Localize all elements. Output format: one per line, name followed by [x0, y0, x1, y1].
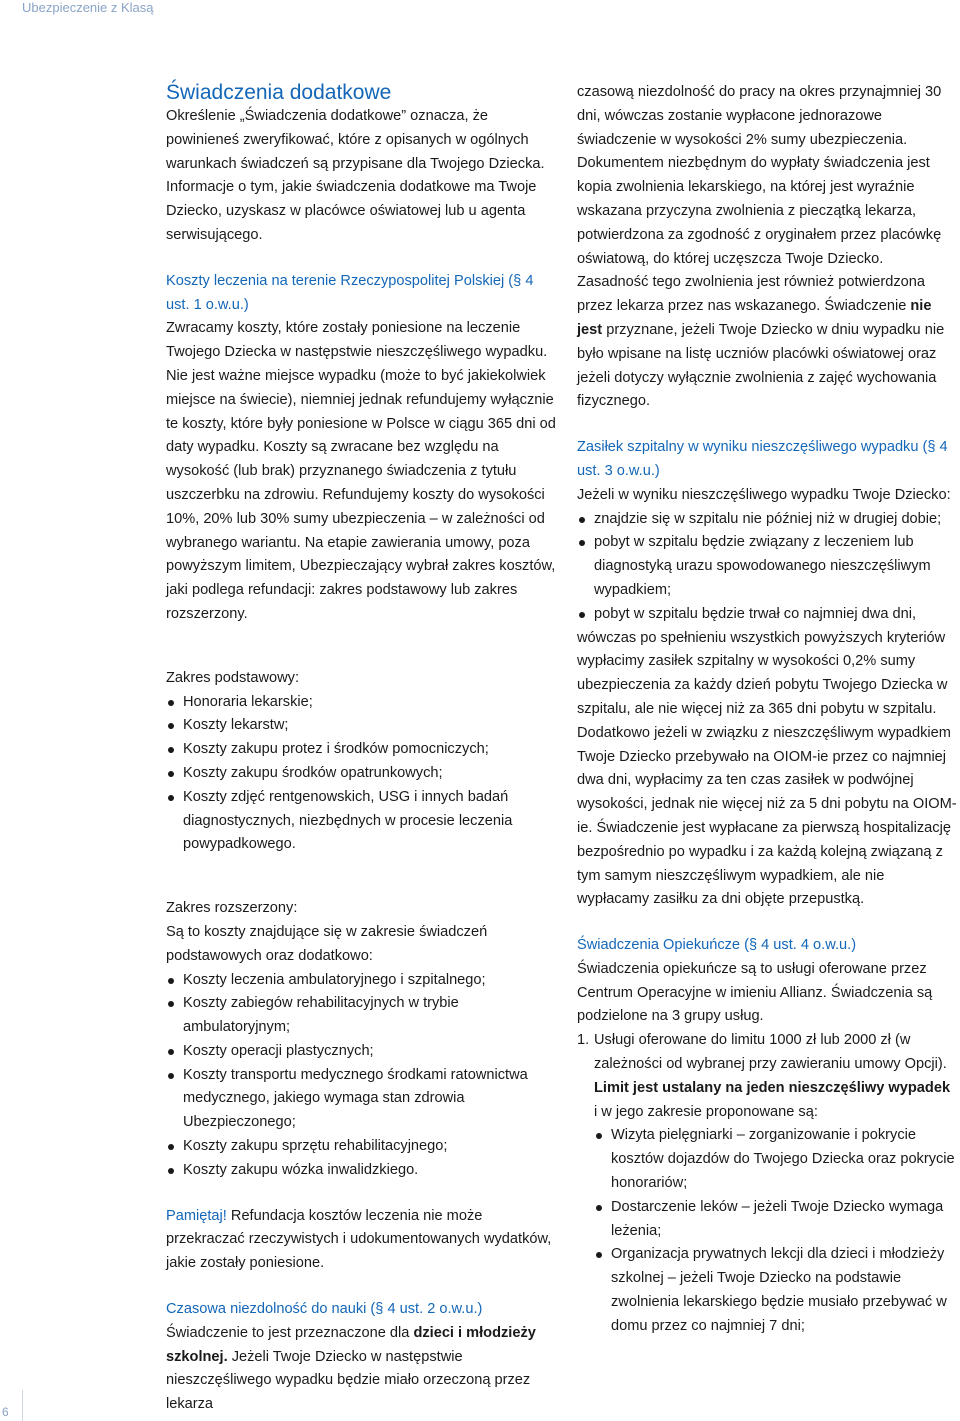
text-span: czasową niezdolność do pracy na okres przynajmniej 30 dni, wówczas zostanie wypłacone jednorazowe świadczenie w wysokości 2% sumy ubezpieczenia. Dokumentem niezbędnym do wypłaty świadczenia jest kopia zwolnienia lekarskiego, na której jest wyraźnie wskazana przyczyna zwolnienia z pieczątką lekarza, potwierdzona za zgodność z oryginałem przez placówkę oświatową, do której uczęszcza Twoje Dziecko. Zasadność tego zwolnienia jest również potwierdzona przez lekarza przez nas wskazanego. Świadczenie [577, 84, 942, 315]
care-services-list [594, 1124, 957, 1338]
page-number: 6 [2, 1405, 9, 1419]
list-item: Wizyta pielęgniarki – zorganizowanie i pokrycie kosztów dojazdów do Twojego Dziecka oraz pokrycie honorariów; [594, 1124, 957, 1195]
section-title: Świadczenia dodatkowe [166, 81, 392, 104]
extended-scope-heading: Zakres rozszerzony: [166, 900, 298, 917]
list-item: Koszty zakupu sprzętu rehabilitacyjnego; [166, 1135, 558, 1159]
treatment-costs-heading: Koszty leczenia na terenie Rzeczypospolitej Polskiej (§ 4 ust. 1 o.w.u.) [166, 272, 534, 313]
treatment-costs-paragraph: Zwracamy koszty, które zostały poniesione na leczenie Twojego Dziecka w następstwie nieszczęśliwego wypadku. Nie jest ważne miejsce wypadku (może to być jakiekolwiek miejsce na świecie), niemniej jednak refundujemy wyłącznie te koszty, które były poniesione w Polsce w ciągu 365 dni od daty wypadku. Koszty są zwracane bez względu na wysokość (lub brak) przyznanego świadczenia z tytułu uszczerbku na zdrowiu. Refundujemy koszty do wysokości 10%, 20% lub 30% sumy ubezpieczenia – w zależności od wybranego wariantu. Na etapie zawierania umowy, poza powyższym limitem, Ubezpieczający wybrał zakres kosztów, jaki podlega refundacji: zakres podstawowy lub zakres rozszerzony. [166, 320, 556, 622]
list-item: Dostarczenie leków – jeżeli Twoje Dziecko wymaga leżenia; [594, 1196, 957, 1244]
numbered-item-text [594, 1029, 957, 1124]
study-incapacity-paragraph [166, 1322, 558, 1417]
list-item: Koszty zakupu wózka inwalidzkiego. [166, 1159, 558, 1183]
list-item: Koszty lekarstw; [166, 714, 558, 738]
list-item: Koszty transportu medycznego środkami ratownictwa medycznego, jakiego wymaga stan zdrowia Ubezpieczonego; [166, 1064, 558, 1135]
remember-note [166, 1205, 558, 1276]
list-item: Koszty zakupu protez i środków pomocniczych; [166, 738, 558, 762]
right-column [577, 81, 957, 1339]
extended-scope-intro: Są to koszty znajdujące się w zakresie świadczeń podstawowych oraz dodatkowo: [166, 923, 488, 964]
basic-scope-heading: Zakres podstawowy: [166, 669, 300, 686]
left-column [166, 81, 558, 1417]
intro-paragraph: Określenie „Świadczenia dodatkowe” oznacza, że powinieneś zweryfikować, które z opisanych w ogólnych warunkach świadczeń są przypisane dla Twojego Dziecka. Informacje o tym, jakie świadczenia dodatkowe ma Twoje Dziecko, uzyskasz w placówce oświatowej lub u agenta serwisującego. [166, 108, 545, 243]
text-span: Świadczenie to jest przeznaczone dla [166, 1324, 414, 1341]
bold-span: Limit jest ustalany na jeden nieszczęśliwy wypadek [594, 1079, 951, 1096]
list-item: Organizacja prywatnych lekcji dla dzieci i młodzieży szkolnej – jeżeli Twoje Dziecko na podstawie zwolnienia lekarskiego będzie musiało przebywać w domu przez co najmniej 7 dni; [594, 1243, 957, 1338]
text-span: Jeżeli Twoje Dziecko w następstwie nieszczęśliwego wypadku będzie miało orzeczoną przez lekarza [166, 1348, 531, 1413]
hospital-allowance-text: wówczas po spełnieniu wszystkich powyższych kryteriów wypłacimy zasiłek szpitalny w wysokości 0,2% sumy ubezpieczenia za każdy dzień pobytu Twojego Dziecka w szpitalu, ale nie więcej niż za 365 dni pobytu w szpitalu. Dodatkowo jeżeli w związku z nieszczęśliwym wypadkiem Twoje Dziecko przebywało na OIOM-ie przez co najmniej dwa dni, wypłacimy za ten czas zasiłek w podwójnej wysokości, jednak nie więcej niż za 5 dni pobytu na OIOM-ie. Świadczenie jest wypłacane za pierwszą hospitalizację bezpośrednio po wypadku i za każdą kolejną związaną z tym samym nieszczęśliwym wypadkiem, ale nie wypłacamy zasiłku za dni objęte przepustką. [577, 629, 957, 908]
bold-span: dzieci i młodzieży szkolnej. [166, 1324, 536, 1365]
remember-text: Refundacja kosztów leczenia nie może przekraczać rzeczywistych i udokumentowanych wydatków, jakie zostały poniesione. [166, 1207, 552, 1272]
basic-scope-list [166, 691, 558, 858]
continuation-paragraph [577, 81, 957, 414]
list-item: pobyt w szpitalu będzie trwał co najmniej dwa dni, [577, 603, 957, 627]
numbered-item-1 [577, 1029, 957, 1338]
list-item: pobyt w szpitalu będzie związany z leczeniem lub diagnostyką urazu spowodowanego nieszczęśliwym wypadkiem; [577, 531, 957, 602]
text-span: Usługi oferowane do limitu 1000 zł lub 2000 zł (w zależności od wybranej przy zawieraniu umowy Opcji). [594, 1032, 947, 1073]
list-item: Koszty zakupu środków opatrunkowych; [166, 762, 558, 786]
hospital-allowance-heading: Zasiłek szpitalny w wyniku nieszczęśliwego wypadku (§ 4 ust. 3 o.w.u.) [577, 439, 948, 479]
hospital-allowance-intro: Jeżeli w wyniku nieszczęśliwego wypadku Twoje Dziecko: [577, 486, 951, 503]
list-item: znajdzie się w szpitalu nie później niż w drugiej dobie; [577, 508, 957, 532]
list-item: Koszty operacji plastycznych; [166, 1040, 558, 1064]
list-item: Honoraria lekarskie; [166, 691, 558, 715]
bold-span: nie jest [577, 298, 932, 338]
text-span: i w jego zakresie proponowane są: [594, 1103, 818, 1120]
study-incapacity-heading: Czasowa niezdolność do nauki (§ 4 ust. 2 o.w.u.) [166, 1301, 483, 1318]
list-item: Koszty zdjęć rentgenowskich, USG i innych badań diagnostycznych, niezbędnych w procesie leczenia powypadkowego. [166, 786, 558, 857]
remember-label: Pamiętaj! [166, 1207, 227, 1224]
list-item: Koszty zabiegów rehabilitacyjnych w trybie ambulatoryjnym; [166, 992, 558, 1040]
hospital-allowance-list [577, 508, 957, 627]
running-header: Ubezpieczenie z Klasą [22, 0, 154, 15]
item-number: 1. [577, 1032, 590, 1049]
care-benefits-heading: Świadczenia Opiekuńcze (§ 4 ust. 4 o.w.u.) [577, 937, 857, 954]
text-span: przyznane, jeżeli Twoje Dziecko w dniu wypadku nie było wpisane na listę uczniów placówki oświatowej oraz jeżeli dotyczy wyłącznie zwolnienia z zajęć wychowania fizycznego. [577, 321, 945, 410]
page-margin-rule [22, 1390, 23, 1421]
list-item: Koszty leczenia ambulatoryjnego i szpitalnego; [166, 969, 558, 993]
care-benefits-intro: Świadczenia opiekuńcze są to usługi oferowane przez Centrum Operacyjne w imieniu Allianz. Świadczenia są podzielone na 3 grupy usług. [577, 960, 933, 1025]
extended-scope-list [166, 969, 558, 1183]
